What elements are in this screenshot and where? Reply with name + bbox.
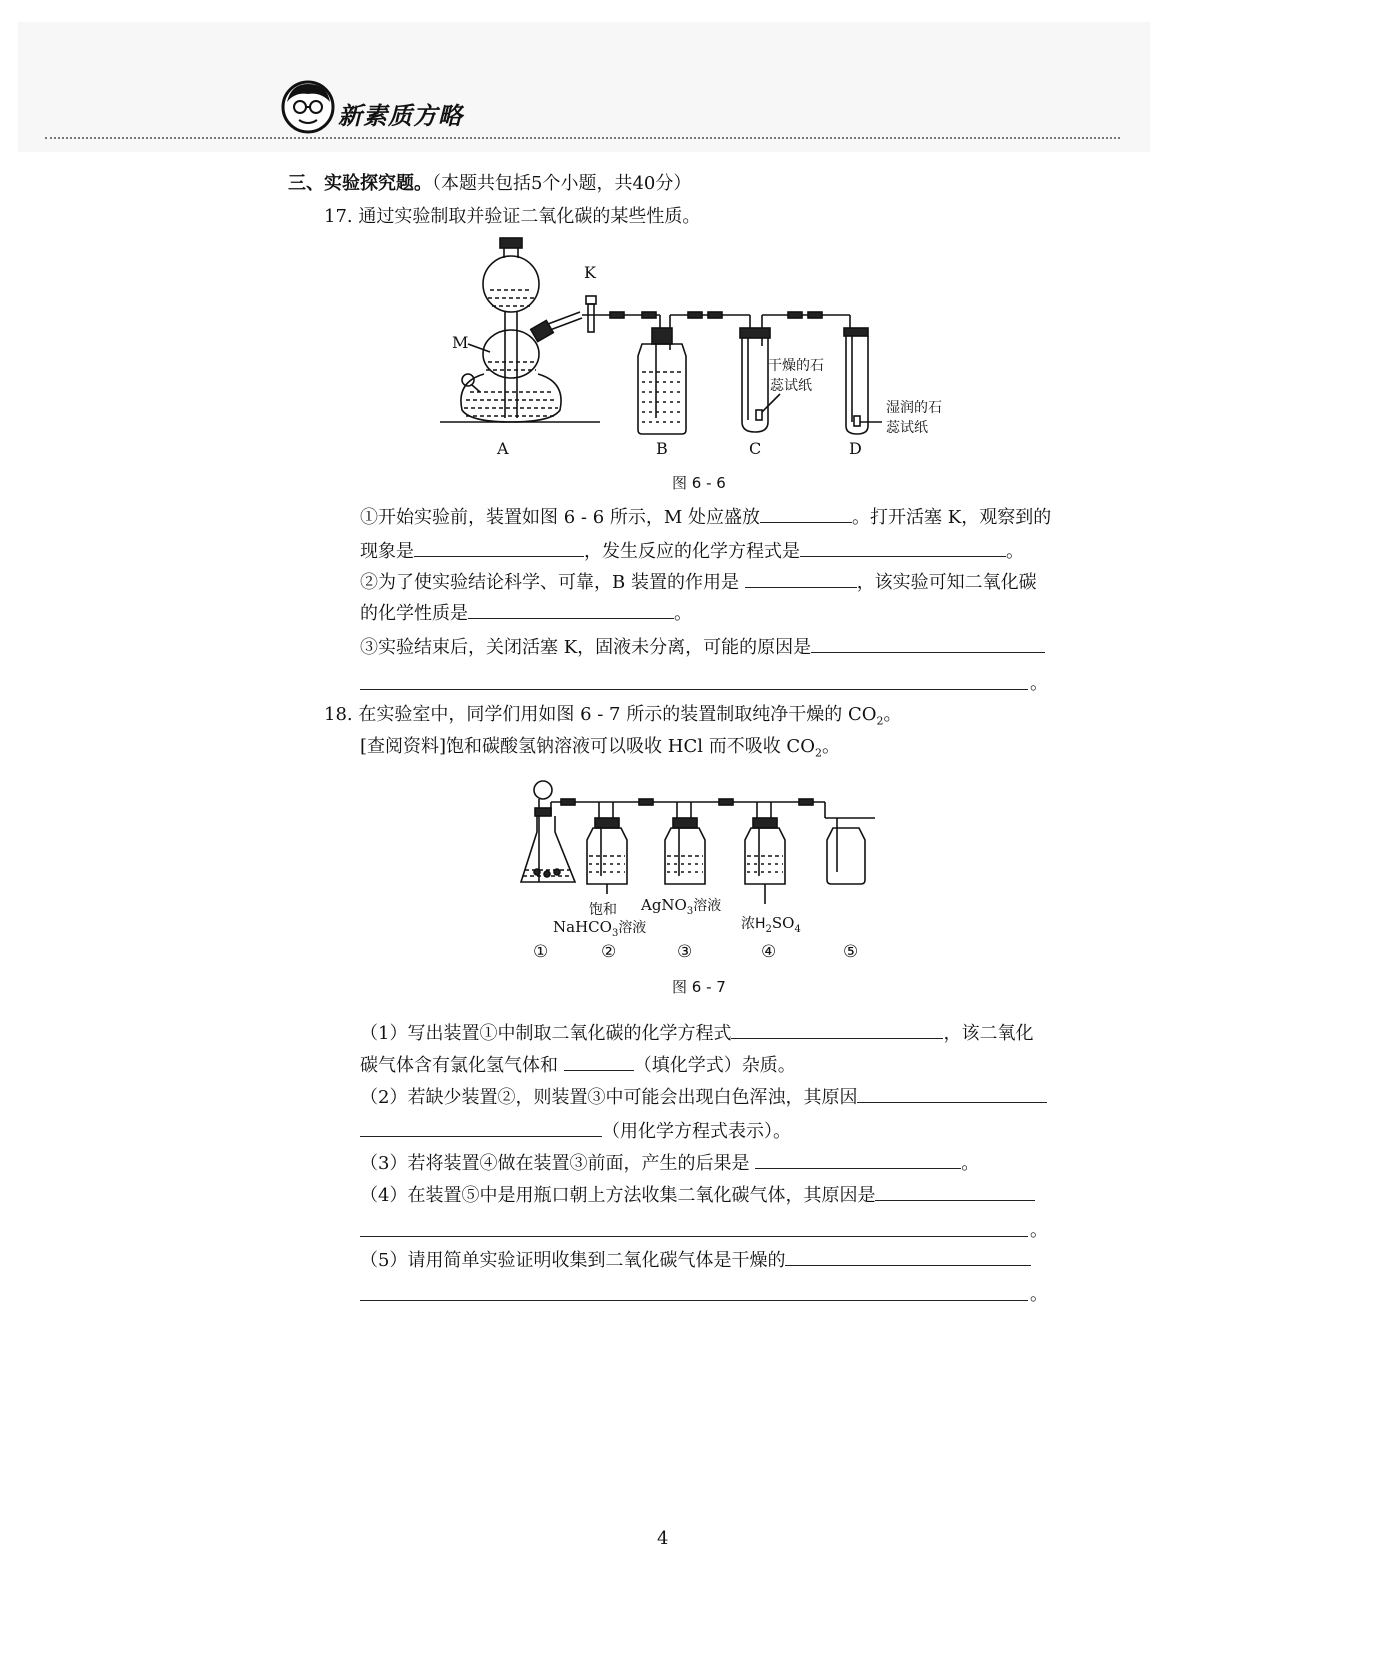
q17-end: 。 — [1030, 673, 1048, 694]
q18-stem — [324, 703, 901, 734]
q17-p2c: 的化学性质是 — [360, 603, 468, 624]
q17-line-5 — [360, 636, 1045, 660]
caption-6-7: 图 6 - 7 — [672, 978, 726, 996]
q17-p2a: ②为了使实验结论科学、可靠，B 装置的作用是 — [360, 572, 739, 593]
caption-6-6: 图 6 - 6 — [672, 474, 726, 492]
q18-s1c: 碳气体含有氯化氢气体和 — [360, 1055, 558, 1076]
answer-blank[interactable] — [755, 1152, 961, 1169]
section-heading — [288, 172, 691, 196]
q18-info-sub: 2 — [814, 746, 822, 760]
q18-s1b: ，该二氧化 — [943, 1023, 1034, 1044]
figure-6-6 — [430, 232, 970, 467]
q17-p3a: ③实验结束后，关闭活塞 K，固液未分离，可能的原因是 — [360, 637, 812, 658]
label-saturated: 饱和 — [589, 902, 617, 918]
label-C: C — [749, 439, 762, 458]
q18-s3a: （3）若将装置④做在装置③前面，产生的后果是 — [360, 1153, 750, 1174]
q17-p1c: 现象是 — [360, 541, 414, 562]
q17-p2d: 。 — [674, 603, 692, 624]
q18-s4-end: 。 — [1030, 1220, 1048, 1241]
label-nahco3: NaHCO$_3$溶液 — [553, 918, 647, 939]
q17-p1a: ①开始实验前，装置如图 6 - 6 所示，M 处应盛放 — [360, 507, 761, 528]
label-A: A — [497, 439, 509, 458]
label-wet-1: 湿润的石 — [886, 400, 942, 416]
q18-s2-line1 — [360, 1086, 1047, 1110]
q17-stem: 17. 通过实验制取并验证二氧化碳的某些性质。 — [324, 206, 701, 227]
answer-blank[interactable] — [360, 1120, 602, 1137]
label-D: D — [849, 439, 862, 458]
answer-blank[interactable] — [414, 540, 584, 557]
q18-s2-line2 — [360, 1120, 791, 1144]
q18-stem-end: 。 — [883, 704, 902, 725]
q18-stem-sub: 2 — [876, 714, 884, 728]
q18-s4a: （4）在装置⑤中是用瓶口朝上方法收集二氧化碳气体，其原因是 — [360, 1185, 876, 1206]
q18-s2b: （用化学方程式表示）。 — [602, 1121, 791, 1142]
header-divider — [45, 137, 1120, 139]
q17-p1d: ，发生反应的化学方程式是 — [584, 541, 800, 562]
label-n3: ③ — [677, 942, 693, 962]
q18-s1-line2 — [360, 1054, 796, 1078]
answer-blank[interactable] — [811, 636, 1045, 653]
answer-blank[interactable] — [564, 1054, 634, 1071]
q17-line-1 — [360, 506, 1051, 530]
answer-blank[interactable] — [857, 1086, 1047, 1103]
answer-blank[interactable] — [800, 540, 1006, 557]
page-number: 4 — [657, 1528, 669, 1549]
q18-s5a: （5）请用简单实验证明收集到二氧化碳气体是干燥的 — [360, 1250, 786, 1271]
q17-line-2 — [360, 540, 1024, 564]
label-B: B — [656, 439, 668, 458]
label-h2so4: 浓$H_2SO_4$ — [741, 914, 801, 935]
q17-p1e: 。 — [1006, 541, 1024, 562]
q17-p1b: 。打开活塞 K，观察到的 — [852, 507, 1052, 528]
label-M: M — [452, 333, 469, 352]
label-dry-2: 蕊试纸 — [770, 378, 812, 394]
q18-s1d: （填化学式）杂质。 — [633, 1055, 796, 1076]
q18-info-text: [查阅资料]饱和碳酸氢钠溶液可以吸收 HCl 而不吸收 CO — [360, 736, 815, 757]
label-dry-1: 干燥的石 — [768, 358, 824, 374]
answer-line[interactable] — [360, 1300, 1028, 1301]
section-note: （本题共包括5个小题，共40分） — [432, 173, 692, 194]
q18-s5-line1 — [360, 1249, 1031, 1273]
answer-blank[interactable] — [468, 602, 674, 619]
label-n5: ⑤ — [843, 942, 859, 962]
answer-blank[interactable] — [745, 571, 857, 588]
q18-s1-line1 — [360, 1022, 1033, 1046]
label-agno3: AgNO$_3$溶液 — [641, 896, 722, 917]
answer-blank[interactable] — [731, 1022, 943, 1039]
logo-face-icon — [281, 80, 335, 134]
q18-info — [360, 735, 840, 766]
q18-s1a: （1）写出装置①中制取二氧化碳的化学方程式 — [360, 1023, 732, 1044]
q18-s2a: （2）若缺少装置②，则装置③中可能会出现白色浑浊，其原因 — [360, 1087, 858, 1108]
q18-s3 — [360, 1152, 979, 1176]
label-n2: ② — [601, 942, 617, 962]
answer-blank[interactable] — [785, 1249, 1031, 1266]
q17-line-3 — [360, 571, 1037, 595]
answer-line[interactable] — [360, 689, 1028, 690]
brand-title: 新素质方略 — [338, 102, 463, 130]
q18-s3b: 。 — [961, 1153, 980, 1174]
answer-blank[interactable] — [875, 1184, 1035, 1201]
label-n1: ① — [533, 942, 549, 962]
q17-line-4 — [360, 602, 692, 626]
q18-stem-text: 18. 在实验室中，同学们用如图 6 - 7 所示的装置制取纯净干燥的 CO — [324, 704, 877, 725]
section-title: 三、实验探究题。 — [288, 173, 432, 194]
answer-blank[interactable] — [760, 506, 852, 523]
q17-p2b: ，该实验可知二氧化碳 — [856, 572, 1037, 593]
q18-s5-end: 。 — [1030, 1284, 1048, 1305]
q18-info-end: 。 — [821, 736, 840, 757]
label-n4: ④ — [761, 942, 777, 962]
label-wet-2: 蕊试纸 — [886, 420, 928, 436]
label-K: K — [584, 263, 596, 282]
page-header — [18, 22, 1150, 152]
q18-s4-line1 — [360, 1184, 1035, 1208]
answer-line[interactable] — [360, 1236, 1028, 1237]
figure-6-7 — [515, 772, 885, 967]
